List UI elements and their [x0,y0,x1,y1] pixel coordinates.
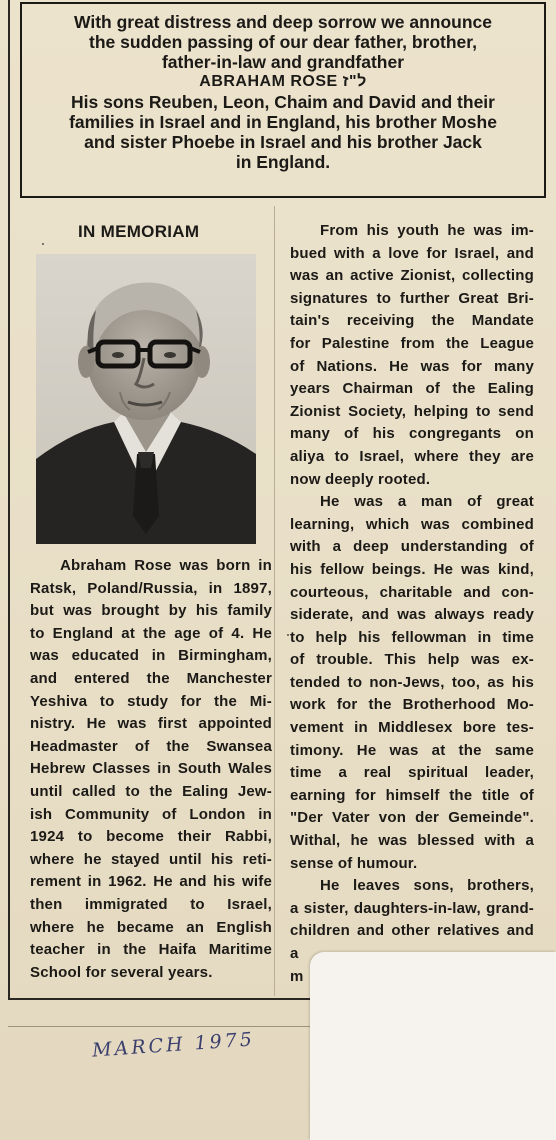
text-line: earning for himself the title of [290,786,534,804]
text-line: m [290,967,304,985]
text-line: 1924 to become their Rabbi, [30,828,272,846]
text-line: From his youth he was im- [320,222,534,239]
text-line: of trouble. This help was ex- [290,651,534,669]
text-line: Ratsk, Poland/Russia, in 1897, [30,579,272,597]
notice-line: father-in-law and grandfather [161,52,405,72]
text-line: for Palestine from the League [290,334,534,352]
text-line: work for the Brotherhood Mo- [290,696,534,714]
text-line: signatures to further Great Bri- [290,289,534,307]
notice-line: His sons Reuben, Leon, Chaim and David and their [71,92,495,112]
text-line: Abraham Rose was born in [60,557,272,574]
portrait-illustration [36,254,256,544]
text-line: with a deep understanding of [290,538,534,556]
text-line: tain's receiving the Mandate [290,312,534,330]
text-line: "Der Vater von der Gemeinde". [290,809,534,827]
text-line: teacher in the Haifa Maritime [30,941,272,959]
text-line: rement in 1962. He and his wife [30,873,272,891]
text-line: and entered the Manchester [30,669,272,687]
text-line: a sister, daughters-in-law, grand- [290,899,534,917]
text-line: many of his congregants on [290,425,534,443]
text-line: of Nations. He was for many [290,357,534,375]
text-line: vement in Middlesex bore tes- [290,719,534,737]
text-line: his fellow beings. He was kind, [290,560,534,578]
notice-line: in England. [235,152,331,172]
text-line: Zionist Society, helping to send [290,402,534,420]
text-line: Headmaster of the Swansea [30,737,272,755]
memoriam-left-column [30,555,272,984]
text-line: Yeshiva to study for the Mi- [30,692,272,710]
text-line: but was brought by his family [30,602,272,620]
text-line: Withal, he was blessed with a [290,832,534,850]
text-line: to help his fellowman in time [290,628,534,646]
text-line: courteous, charitable and con- [290,583,534,601]
text-line: School for several years. [30,963,213,981]
handwritten-date: MARCH 1975 [91,1028,256,1062]
text-line: sense of humour. [290,854,418,872]
text-line: bued with a love for Israel, and [290,244,534,262]
text-line: timony. He was at the same [290,741,534,759]
notice-line: and sister Phoebe in Israel and his brother Jack [84,132,482,152]
text-line: then immigrated to Israel, [30,895,272,913]
text-line: to England at the age of 4. He [30,624,272,642]
paper-sticker-overlay [310,952,556,1140]
notice-line: With great distress and deep sorrow we announce [74,12,492,32]
memoriam-right-column [290,220,534,988]
text-line: a [290,945,299,962]
memoriam-heading: IN MEMORIAM [78,222,200,241]
notice-line: families in Israel and in England, his brother Moshe [69,112,497,132]
text-line: time a real spiritual leader, [290,764,534,782]
text-line: children and other relatives and [290,922,534,940]
text-line: ish Community of London in [30,805,272,823]
deceased-name: ABRAHAM ROSE ל"ז [199,73,367,90]
portrait-photo [36,254,256,544]
notice-line: the sudden passing of our dear father, brother, [89,32,477,52]
text-line: where he became an English [30,918,272,936]
text-line: nistry. He was first appointed [30,715,272,733]
print-speck [287,634,289,636]
text-line: now deeply rooted. [290,470,431,488]
text-line: tended to non-Jews, too, as his [290,673,534,691]
text-line: where he stayed until his reti- [30,850,272,868]
column-divider [274,206,275,996]
text-line: was an active Zionist, collecting [290,267,534,285]
text-line: Hebrew Classes in South Wales [30,760,272,778]
text-line: aliya to Israel, where they are [290,447,534,465]
text-line: years Chairman of the Ealing [290,380,534,398]
text-line: until called to the Ealing Jew- [30,782,272,800]
text-line: was educated in Birmingham, [30,647,272,665]
death-notice-box [20,2,546,198]
text-line: He leaves sons, brothers, [320,877,534,895]
margin-rule [8,0,10,1000]
print-speck [42,243,44,245]
text-line: He was a man of great [320,493,534,511]
text-line: learning, which was combined [290,515,534,533]
text-line: siderate, and was always ready [290,606,534,624]
